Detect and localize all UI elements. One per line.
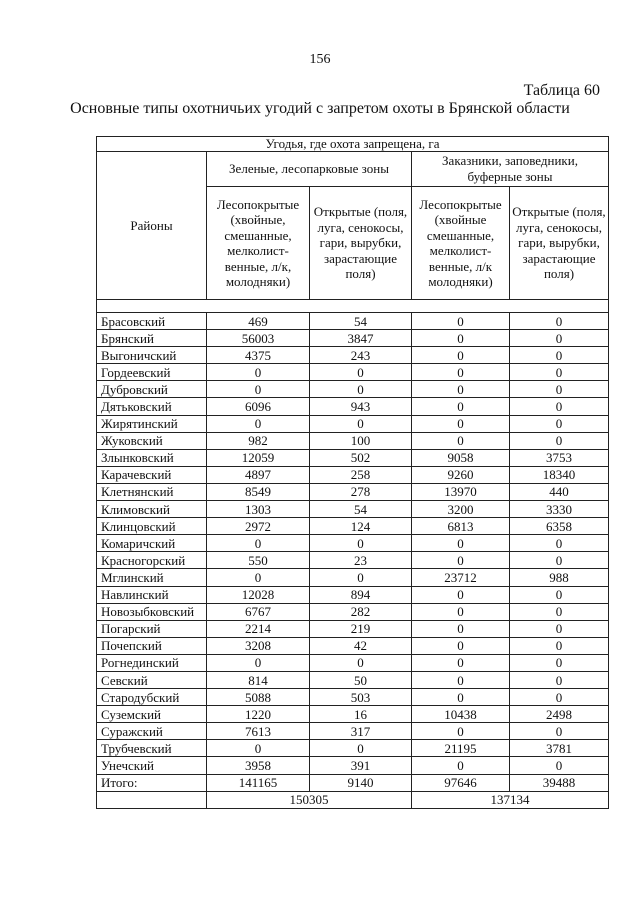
forest-reserve-value: 0	[412, 330, 510, 347]
table-row	[97, 381, 609, 398]
forest-reserve-value: 0	[412, 757, 510, 774]
open-green-value: 278	[310, 483, 412, 500]
district-name: Карачевский	[97, 466, 207, 483]
table-row	[97, 415, 609, 432]
district-name: Погарский	[97, 620, 207, 637]
district-name: Брянский	[97, 330, 207, 347]
table-row	[97, 671, 609, 688]
forest-green-value: 4897	[207, 466, 310, 483]
district-name: Стародубский	[97, 689, 207, 706]
header-col-open-2: Открытые (поля, луга, сенокосы, гари, вырубки, зарастающие поля)	[510, 187, 609, 300]
forest-green-value: 3958	[207, 757, 310, 774]
forest-reserve-value: 0	[412, 620, 510, 637]
subtotal-group-reserves: 137134	[412, 791, 609, 808]
table-row	[97, 466, 609, 483]
open-reserve-value: 0	[510, 415, 609, 432]
forest-green-value: 6096	[207, 398, 310, 415]
table-row	[97, 398, 609, 415]
forest-reserve-value: 21195	[412, 740, 510, 757]
forest-green-value: 7613	[207, 723, 310, 740]
table-row	[97, 364, 609, 381]
table-row	[97, 620, 609, 637]
open-reserve-value: 3753	[510, 449, 609, 466]
open-green-value: 0	[310, 381, 412, 398]
header-spacer-row	[97, 300, 609, 313]
open-reserve-value: 0	[510, 723, 609, 740]
district-name: Злынковский	[97, 449, 207, 466]
table-row	[97, 569, 609, 586]
table-row	[97, 689, 609, 706]
forest-green-value: 8549	[207, 483, 310, 500]
table-row	[97, 347, 609, 364]
hunting-grounds-table	[96, 136, 609, 809]
open-green-value: 317	[310, 723, 412, 740]
header-col-forest-1: Лесопокрытые (хвойные, смешанные, мелколист-венные, л/к, молодняки)	[207, 187, 310, 300]
forest-reserve-value: 0	[412, 586, 510, 603]
district-name: Навлинский	[97, 586, 207, 603]
subtotal-empty-cell	[97, 791, 207, 808]
header-group-reserves: Заказники, заповедники, буферные зоны	[412, 152, 609, 187]
forest-reserve-value: 0	[412, 364, 510, 381]
table-row	[97, 501, 609, 518]
forest-green-value: 6767	[207, 603, 310, 620]
forest-green-value: 0	[207, 535, 310, 552]
open-green-value: 42	[310, 637, 412, 654]
table-body	[97, 313, 609, 792]
table-row	[97, 637, 609, 654]
forest-reserve-value: 0	[412, 398, 510, 415]
district-name: Клинцовский	[97, 518, 207, 535]
district-name: Комаричский	[97, 535, 207, 552]
forest-green-value: 12028	[207, 586, 310, 603]
open-green-value: 943	[310, 398, 412, 415]
forest-green-value: 141165	[207, 774, 310, 791]
forest-green-value: 0	[207, 415, 310, 432]
open-reserve-value: 0	[510, 398, 609, 415]
forest-green-value: 12059	[207, 449, 310, 466]
forest-reserve-value: 9260	[412, 466, 510, 483]
open-reserve-value: 0	[510, 654, 609, 671]
open-green-value: 54	[310, 313, 412, 330]
district-name: Рогнединский	[97, 654, 207, 671]
open-green-value: 243	[310, 347, 412, 364]
open-green-value: 9140	[310, 774, 412, 791]
district-name: Дубровский	[97, 381, 207, 398]
header-top: Угодья, где охота запрещена, га	[97, 137, 609, 152]
district-name: Новозыбковский	[97, 603, 207, 620]
page-number: 156	[309, 52, 331, 67]
forest-green-value: 469	[207, 313, 310, 330]
forest-reserve-value: 0	[412, 603, 510, 620]
district-name: Жуковский	[97, 432, 207, 449]
forest-green-value: 814	[207, 671, 310, 688]
forest-reserve-value: 23712	[412, 569, 510, 586]
table-row	[97, 313, 609, 330]
forest-green-value: 2214	[207, 620, 310, 637]
district-name: Красногорский	[97, 552, 207, 569]
open-green-value: 16	[310, 706, 412, 723]
total-row	[97, 774, 609, 791]
table-row	[97, 449, 609, 466]
district-name: Трубчевский	[97, 740, 207, 757]
table-row	[97, 330, 609, 347]
open-green-value: 219	[310, 620, 412, 637]
open-reserve-value: 6358	[510, 518, 609, 535]
forest-reserve-value: 0	[412, 415, 510, 432]
forest-reserve-value: 0	[412, 723, 510, 740]
forest-green-value: 982	[207, 432, 310, 449]
forest-reserve-value: 0	[412, 637, 510, 654]
table-row	[97, 740, 609, 757]
header-col-open-1: Открытые (поля, луга, сенокосы, гари, вырубки, зарастающие поля)	[310, 187, 412, 300]
open-reserve-value: 39488	[510, 774, 609, 791]
forest-green-value: 0	[207, 364, 310, 381]
open-reserve-value: 0	[510, 671, 609, 688]
open-reserve-value: 0	[510, 432, 609, 449]
forest-reserve-value: 0	[412, 432, 510, 449]
table-row	[97, 432, 609, 449]
table-title: Основные типы охотничьих угодий с запретом охоты в Брянской области	[70, 100, 570, 117]
spacer-cell	[97, 300, 609, 313]
open-reserve-value: 0	[510, 313, 609, 330]
district-name: Дятьковский	[97, 398, 207, 415]
district-name: Гордеевский	[97, 364, 207, 381]
district-name: Жирятинский	[97, 415, 207, 432]
forest-reserve-value: 6813	[412, 518, 510, 535]
table-label: Таблица 60	[523, 82, 600, 99]
table-header	[97, 137, 609, 313]
open-reserve-value: 440	[510, 483, 609, 500]
forest-green-value: 5088	[207, 689, 310, 706]
open-green-value: 23	[310, 552, 412, 569]
forest-reserve-value: 0	[412, 313, 510, 330]
district-name: Севский	[97, 671, 207, 688]
table-row	[97, 706, 609, 723]
forest-reserve-value: 3200	[412, 501, 510, 518]
district-name: Унечский	[97, 757, 207, 774]
open-reserve-value: 3781	[510, 740, 609, 757]
open-green-value: 502	[310, 449, 412, 466]
district-name: Клетнянский	[97, 483, 207, 500]
forest-green-value: 4375	[207, 347, 310, 364]
open-reserve-value: 0	[510, 535, 609, 552]
open-green-value: 124	[310, 518, 412, 535]
open-reserve-value: 0	[510, 586, 609, 603]
forest-green-value: 0	[207, 740, 310, 757]
forest-reserve-value: 0	[412, 689, 510, 706]
forest-reserve-value: 13970	[412, 483, 510, 500]
table-row	[97, 723, 609, 740]
forest-reserve-value: 0	[412, 535, 510, 552]
forest-green-value: 1220	[207, 706, 310, 723]
open-reserve-value: 18340	[510, 466, 609, 483]
open-green-value: 0	[310, 364, 412, 381]
open-reserve-value: 0	[510, 620, 609, 637]
open-green-value: 391	[310, 757, 412, 774]
open-green-value: 100	[310, 432, 412, 449]
table-row	[97, 654, 609, 671]
forest-green-value: 2972	[207, 518, 310, 535]
open-reserve-value: 0	[510, 381, 609, 398]
forest-green-value: 0	[207, 654, 310, 671]
open-reserve-value: 988	[510, 569, 609, 586]
forest-green-value: 1303	[207, 501, 310, 518]
open-reserve-value: 0	[510, 347, 609, 364]
district-name: Брасовский	[97, 313, 207, 330]
district-name: Почепский	[97, 637, 207, 654]
open-green-value: 50	[310, 671, 412, 688]
open-green-value: 3847	[310, 330, 412, 347]
table-row	[97, 518, 609, 535]
open-green-value: 0	[310, 415, 412, 432]
district-name: Выгоничский	[97, 347, 207, 364]
open-green-value: 258	[310, 466, 412, 483]
header-group-green-zones: Зеленые, лесопарковые зоны	[207, 152, 412, 187]
open-green-value: 0	[310, 740, 412, 757]
forest-green-value: 3208	[207, 637, 310, 654]
district-name: Мглинский	[97, 569, 207, 586]
open-reserve-value: 3330	[510, 501, 609, 518]
district-name: Суземский	[97, 706, 207, 723]
open-green-value: 894	[310, 586, 412, 603]
open-green-value: 0	[310, 654, 412, 671]
open-reserve-value: 0	[510, 364, 609, 381]
open-reserve-value: 2498	[510, 706, 609, 723]
district-name: Итого:	[97, 774, 207, 791]
forest-reserve-value: 97646	[412, 774, 510, 791]
table-row	[97, 535, 609, 552]
district-name: Суражский	[97, 723, 207, 740]
open-green-value: 0	[310, 569, 412, 586]
forest-reserve-value: 0	[412, 671, 510, 688]
open-reserve-value: 0	[510, 603, 609, 620]
forest-reserve-value: 10438	[412, 706, 510, 723]
open-reserve-value: 0	[510, 689, 609, 706]
forest-green-value: 0	[207, 569, 310, 586]
forest-reserve-value: 0	[412, 552, 510, 569]
forest-green-value: 550	[207, 552, 310, 569]
table-row	[97, 483, 609, 500]
table-row	[97, 586, 609, 603]
table-row	[97, 603, 609, 620]
open-reserve-value: 0	[510, 637, 609, 654]
forest-green-value: 0	[207, 381, 310, 398]
open-green-value: 54	[310, 501, 412, 518]
open-green-value: 0	[310, 535, 412, 552]
open-green-value: 282	[310, 603, 412, 620]
forest-green-value: 56003	[207, 330, 310, 347]
district-name: Климовский	[97, 501, 207, 518]
subtotal-group-green-zones: 150305	[207, 791, 412, 808]
table-row	[97, 757, 609, 774]
open-reserve-value: 0	[510, 330, 609, 347]
open-green-value: 503	[310, 689, 412, 706]
forest-reserve-value: 0	[412, 347, 510, 364]
open-reserve-value: 0	[510, 552, 609, 569]
forest-reserve-value: 0	[412, 654, 510, 671]
forest-reserve-value: 0	[412, 381, 510, 398]
table-row	[97, 552, 609, 569]
subtotal-row	[97, 791, 609, 808]
forest-reserve-value: 9058	[412, 449, 510, 466]
header-col-forest-2: Лесопокрытые (хвойные смешанные, мелколист-венные, л/к молодняки)	[412, 187, 510, 300]
header-rayony: Районы	[97, 152, 207, 300]
open-reserve-value: 0	[510, 757, 609, 774]
